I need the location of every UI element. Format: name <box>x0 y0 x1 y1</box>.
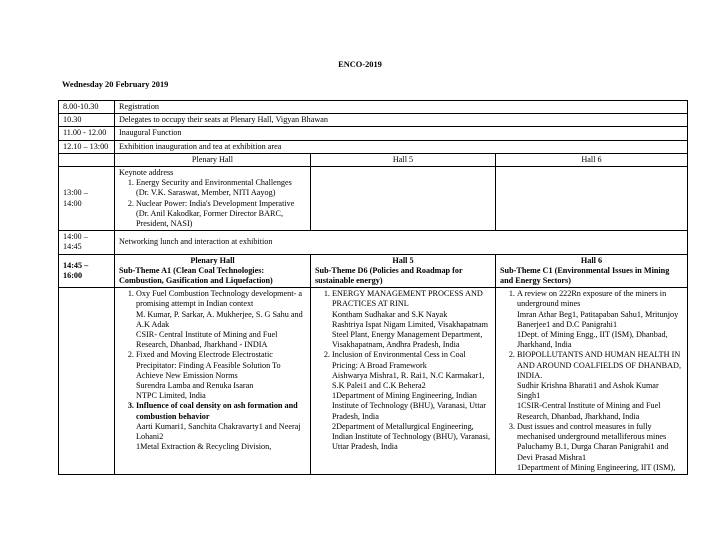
paper-title: 2. Inclusion of Environmental Cess in Coal Pricing: A Broad Framework <box>332 350 466 370</box>
papers-col-hall6 <box>496 288 688 475</box>
time-end: 16:00 <box>63 270 83 280</box>
subtheme-c1-cell <box>496 254 688 288</box>
paper-title: 1. A review on 222Rn exposure of the miners in underground mines <box>517 289 667 309</box>
paper-authors: Surendra Lamba and Renuka Isaran <box>136 381 254 391</box>
paper-affiliation: 2Department of Metallurgical Engineering, Indian Institute of Technology (BHU), Varanasi, Uttar Pradesh, India <box>332 421 491 452</box>
hall-header-hall5: Hall 5 <box>311 153 496 166</box>
event-cell: Exhibition inauguration and tea at exhibition area <box>115 140 688 153</box>
lunch-row <box>59 231 688 254</box>
paper-authors: Kontham Sudhakar and S.K Nayak <box>332 309 448 319</box>
paper-item <box>332 350 491 452</box>
paper-list <box>119 289 306 452</box>
time-cell <box>59 288 115 475</box>
time-start: 13:00 – <box>63 188 88 198</box>
paper-authors: Imran Athar Beg1, Patitapaban Sahu1, Mritunjoy Banerjee1 and D.C Panigrahi1 <box>517 309 679 329</box>
paper-affiliation: 1CSIR-Central Institute of Mining and Fuel Research, Dhanbad, Jharkhand, India <box>517 401 661 421</box>
event-cell: Delegates to occupy their seats at Plenary Hall, Vigyan Bhawan <box>115 114 688 127</box>
paper-affiliation: 1Dept. of Mining Engg., IIT (ISM), Dhanbad, Jharkhand, India <box>517 330 668 350</box>
paper-affiliation: 1Metal Extraction & Recycling Division, <box>136 442 272 452</box>
subtheme-title: Sub-Theme D6 (Policies and Roadmap for sustainable energy) <box>315 265 463 286</box>
time-cell <box>59 153 115 166</box>
paper-title: 3. Dust issues and control measures in fully mechanised underground metalliferous mines <box>517 421 667 442</box>
papers-col-hall5 <box>311 288 496 475</box>
paper-item <box>517 422 683 473</box>
hall-name: Plenary Hall <box>190 255 235 265</box>
paper-title: 1. ENERGY MANAGEMENT PROCESS AND PRACTICES AT RINL <box>332 289 483 309</box>
time-end: 14:45 <box>63 242 82 252</box>
paper-authors: Aishwarya Mishra1, R. Rai1, N.C Karmakar1, S.K Palei1 and C.K Behera2 <box>332 370 485 391</box>
paper-authors: Paluchamy B.1, Durga Charan Panigrahi1 and Devi Prasad Mishra1 <box>517 442 669 462</box>
paper-affiliation: Rashtriya Ispat Nigam Limited, Visakhapatnam Steel Plant, Energy Management Department, Visakhapatnam, Andhra Pradesh, India <box>332 319 489 350</box>
empty-cell <box>496 167 688 231</box>
paper-title: 2. BIOPOLLUTANTS AND HUMAN HEALTH IN AND AROUND COALFIELDS OF DHANBAD, INDIA. <box>517 350 681 380</box>
subtheme-title: Sub-Theme A1 (Clean Coal Technologies: Combustion, Gasification and Liquefaction) <box>119 265 273 286</box>
list-item: 2. Nuclear Power: India's Development Imperative (Dr. Anil Kakodkar, Former Director BARC, President, NASI) <box>136 199 306 230</box>
paper-authors: M. Kumar, P. Sarkar, A. Mukherjee, S. G Sahu and A.K Adak <box>136 309 303 329</box>
keynote-heading: Keynote address <box>119 168 174 178</box>
event-cell: Inaugural Function <box>115 127 688 140</box>
hall-header-row <box>59 153 688 166</box>
paper-affiliation: NTPC Limited, India <box>136 391 206 401</box>
papers-row <box>59 288 688 475</box>
time-end: 14:00 <box>63 198 82 208</box>
time-cell <box>59 167 115 231</box>
paper-title: 1. Oxy Fuel Combustion Technology development- a promising attempt in Indian context <box>136 289 302 309</box>
keynote-cell <box>115 167 311 231</box>
time-start: 14:45 – <box>63 260 89 270</box>
paper-list <box>315 289 491 452</box>
paper-item <box>136 289 306 350</box>
list-item: 1. Energy Security and Environmental Challenges (Dr. V.K. Saraswat, Member, NITI Aayog) <box>136 178 306 198</box>
keynote-list <box>119 178 306 229</box>
paper-item <box>332 289 491 350</box>
paper-affiliation: 1Department of Mining Engineering, Indian Institute of Technology (BHU), Varanasi, Uttar Pradesh, India <box>332 391 486 421</box>
table-row <box>59 114 688 127</box>
schedule-table <box>58 100 688 475</box>
hall-header-hall6: Hall 6 <box>496 153 688 166</box>
time-cell <box>59 254 115 288</box>
paper-item <box>517 350 683 421</box>
subtheme-d6-cell <box>311 254 496 288</box>
paper-title: 2. Fixed and Moving Electrode Electrostatic Precipitator: Finding A Feasible Solution To Achieve New Emission Norms <box>136 350 281 380</box>
papers-col-plenary <box>115 288 311 475</box>
event-cell: Registration <box>115 101 688 114</box>
hall-name: Hall 6 <box>580 255 603 265</box>
session-header-row <box>59 254 688 288</box>
document-title: ENCO-2019 <box>338 60 382 69</box>
paper-affiliation: 1Department of Mining Engineering, IIT (ISM), <box>517 462 676 472</box>
time-cell: 11.00 - 12.00 <box>59 127 115 140</box>
table-row <box>59 127 688 140</box>
table-row <box>59 101 688 114</box>
time-start: 14:00 – <box>63 232 88 242</box>
hall-header-plenary: Plenary Hall <box>115 153 311 166</box>
schedule-date: Wednesday 20 February 2019 <box>62 80 169 89</box>
subtheme-title: Sub-Theme C1 (Environmental Issues in Mining and Energy Sectors) <box>500 265 670 286</box>
time-cell: 8.00-10.30 <box>59 101 115 114</box>
paper-item <box>517 289 683 350</box>
paper-title: 3. Influence of coal density on ash formation and combustion behavior <box>136 401 298 421</box>
paper-list <box>500 289 683 473</box>
subtheme-a1-cell <box>115 254 311 288</box>
time-cell <box>59 231 115 254</box>
keynote-row <box>59 167 688 231</box>
paper-authors: Aarti Kumari1, Sanchita Chakravarty1 and Neeraj Lohani2 <box>136 421 301 442</box>
empty-cell <box>311 167 496 231</box>
event-cell: Networking lunch and interaction at exhibition <box>115 231 688 254</box>
hall-name: Hall 5 <box>392 255 414 265</box>
paper-affiliation: CSIR- Central Institute of Mining and Fuel Research, Dhanbad, Jharkhand - INDIA <box>136 330 278 350</box>
paper-authors: Sudhir Krishna Bharati1 and Ashok Kumar Singh1 <box>517 381 659 401</box>
time-cell: 10.30 <box>59 114 115 127</box>
time-cell: 12.10 – 13:00 <box>59 140 115 153</box>
paper-item <box>136 401 306 452</box>
paper-item <box>136 350 306 401</box>
table-row <box>59 140 688 153</box>
